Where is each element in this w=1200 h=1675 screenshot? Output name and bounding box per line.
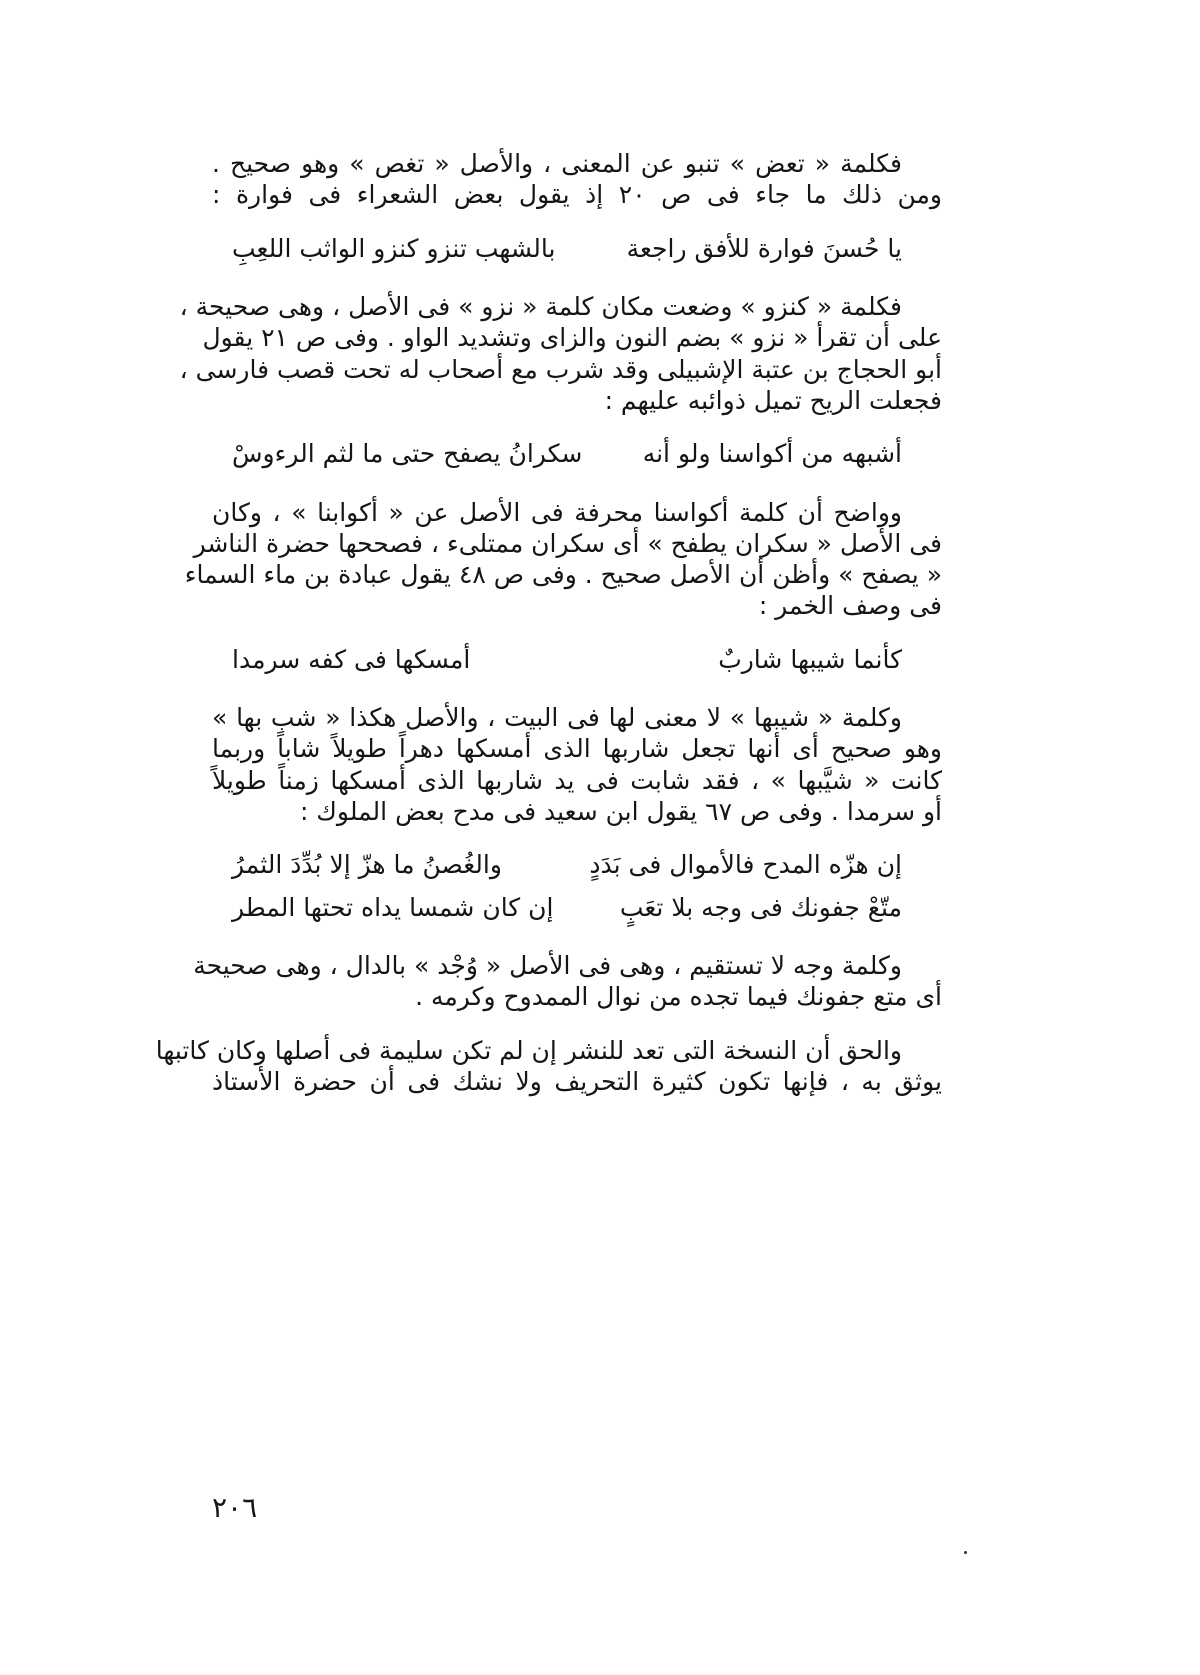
paragraph-5	[193, 950, 942, 1013]
text-line: فى الأصل « سكران يطفح » أى سكران ممتلىء ، فصححها حضرة الناشر	[193, 528, 942, 558]
text-line: يوثق به ، فإنها تكون كثيرة التحريف ولا نشك فى أن حضرة الأستاذ	[212, 1066, 942, 1096]
verse-hemistich-right: يا حُسنَ فوارة للأفق راجعة	[626, 233, 902, 263]
text-line: كانت « شيَّبها » ، فقد شابت فى يد شاربها الذى أمسكها زمناً طويلاً	[212, 765, 942, 795]
text-line: فى وصف الخمر :	[758, 591, 942, 621]
verse-hemistich-right: كأنما شيبها شاربٌ	[718, 644, 902, 674]
verse-2	[212, 438, 942, 471]
scan-speck	[964, 1551, 967, 1554]
verse-hemistich-right: متّعْ جفونك فى وجه بلا تعَبٍ	[619, 892, 902, 922]
verse-hemistich-right: إن هزّه المدح فالأموال فى بَدَدٍ	[589, 850, 902, 879]
paragraph-1	[212, 148, 942, 211]
text-line: وهو صحيح أى أنها تجعل شاربها الذى أمسكها دهراً طويلاً شاباً وربما	[212, 734, 942, 764]
verse-hemistich-left: أمسكها فى كفه سرمدا	[232, 644, 471, 674]
paragraph-3	[184, 497, 942, 622]
text-line: والحق أن النسخة التى تعد للنشر إن لم تكن سليمة فى أصلها وكان كاتبها	[155, 1035, 902, 1065]
verse-3	[212, 644, 942, 677]
paragraph-6	[155, 1035, 942, 1098]
text-line: فجعلت الريح تميل ذوائبه عليهم :	[604, 385, 942, 415]
text-line: على أن تقرأ « نزو » بضم النون والزاى وتشديد الواو . وفى ص ٢١ يقول	[202, 323, 942, 353]
page-number: ٢٠٦	[212, 1491, 258, 1524]
text-line: « يصفح » وأظن أن الأصل صحيح . وفى ص ٤٨ يقول عبادة بن ماء السماء	[184, 560, 942, 589]
text-line: وواضح أن كلمة أكواسنا محرفة فى الأصل عن « أكوابنا » ، وكان	[212, 497, 902, 527]
verse-hemistich-left: سكرانُ يصفح حتى ما لثم الرءوسْ	[232, 439, 583, 468]
verse-hemistich-right: أشبهه من أكواسنا ولو أنه	[642, 439, 902, 468]
verse-1	[212, 233, 942, 266]
verse-hemistich-left: والغُصنُ ما هزّ إلا بُدِّدَ الثمرُ	[232, 850, 502, 879]
text-line: فكلمة « تعض » تنبو عن المعنى ، والأصل « تغص » وهو صحيح .	[212, 149, 902, 178]
verse-hemistich-left: بالشهب تنزو كنزو الواثب اللعِبِ	[232, 233, 556, 263]
text-line: أو سرمدا . وفى ص ٦٧ يقول ابن سعيد فى مدح بعض الملوك :	[299, 796, 942, 826]
text-line: أبو الحجاج بن عتبة الإشبيلى وقد شرب مع أصحاب له تحت قصب فارسى ،	[179, 354, 942, 384]
text-line: ومن ذلك ما جاء فى ص ٢٠ إذ يقول بعض الشعراء فى فوارة :	[212, 180, 942, 210]
text-line: أى متع جفونك فيما تجده من نوال الممدوح وكرمه .	[415, 982, 942, 1012]
paragraph-2	[179, 291, 942, 416]
verse-5	[212, 892, 942, 925]
verse-hemistich-left: إن كان شمسا يداه تحتها المطر	[232, 892, 554, 922]
text-line: وكلمة وجه لا تستقيم ، وهى فى الأصل « وُجْد » بالدال ، وهى صحيحة	[193, 951, 902, 980]
verse-4	[212, 849, 942, 882]
text-line: فكلمة « كنزو » وضعت مكان كلمة « نزو » فى الأصل ، وهى صحيحة ،	[179, 292, 902, 321]
paragraph-4	[212, 702, 942, 827]
text-line: وكلمة « شيبها » لا معنى لها فى البيت ، والأصل هكذا « شب بها »	[212, 703, 902, 732]
main-text	[155, 148, 942, 1119]
